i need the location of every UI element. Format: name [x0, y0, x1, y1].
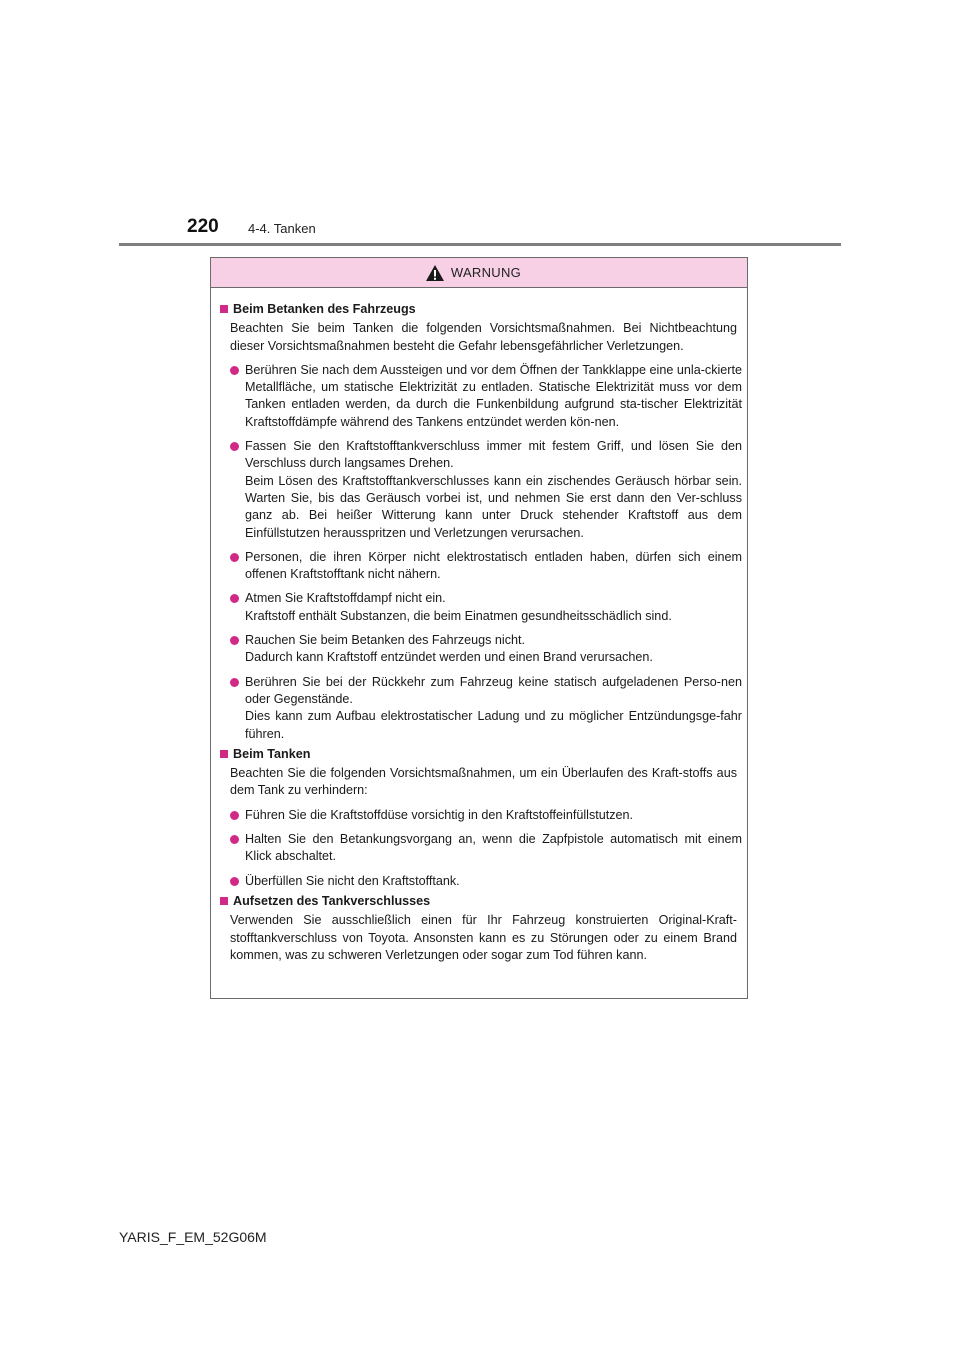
bullet-paragraph: Rauchen Sie beim Betanken des Fahrzeugs nicht. — [245, 633, 526, 648]
footer-code: YARIS_F_EM_52G06M — [119, 1229, 267, 1245]
bullet-text — [245, 362, 742, 431]
bullet-item — [230, 831, 742, 866]
bullet-paragraph: Berühren Sie bei der Rückkehr zum Fahrzeug keine statisch aufgeladenen Perso-nen oder Gegenstände. — [245, 674, 742, 706]
warning-label: WARNUNG — [450, 265, 522, 280]
bullet-paragraph: Beim Lösen des Kraftstofftankverschlusses kann ein zischendes Geräusch hörbar sein. Warten Sie, bis das Geräusch vorbei ist, und nehmen Sie erst dann den Ver-schluss ganz ab. Bei heißer Witterung kann unter Druck stehender Kraftstoff aus dem Einfüllstutzen herausspritzen und Verletzungen verursachen. — [245, 473, 742, 540]
warning-triangle-icon — [425, 264, 445, 282]
section-paragraph: Beachten Sie beim Tanken die folgenden Vorsichtsmaßnahmen. Bei Nichtbeachtung dieser Vorsichtsmaßnahmen besteht die Gefahr lebensgefährlicher Verletzungen. — [230, 321, 737, 353]
bullet-text — [245, 807, 742, 824]
section-paragraph: Beachten Sie die folgenden Vorsichtsmaßnahmen, um ein Überlaufen des Kraft-stoffs aus dem Tank zu verhindern: — [230, 766, 737, 798]
bullet-paragraph: Kraftstoff enthält Substanzen, die beim Einatmen gesundheitsschädlich sind. — [245, 608, 672, 623]
bullet-paragraph: Berühren Sie nach dem Aussteigen und vor dem Öffnen der Tankklappe eine unla-ckierte Metallfläche, um statische Elektrizität zu entladen. Statische Elektrizität muss vor dem Tanken entladen werden, da durch die Funkenbildung aufgrund sta-tischer Elektrizität Kraftstoffdämpfe während des Tankens entzündet werden kön-nen. — [245, 362, 742, 429]
bullet-item — [230, 807, 742, 824]
square-bullet-icon — [220, 897, 228, 905]
bullet-paragraph: Führen Sie die Kraftstoffdüse vorsichtig in den Kraftstoffeinfüllstutzen. — [245, 807, 634, 822]
round-bullet-icon — [230, 442, 239, 451]
section-heading-text: Aufsetzen des Tankverschlusses — [233, 893, 431, 908]
header-rule — [119, 243, 841, 246]
bullet-item — [230, 674, 742, 743]
bullet-item — [230, 438, 742, 542]
round-bullet-icon — [230, 877, 239, 886]
bullet-paragraph: Dies kann zum Aufbau elektrostatischer Ladung und zu möglicher Entzündungsge-fahr führen. — [245, 709, 742, 741]
bullet-item — [230, 590, 742, 625]
section-heading — [218, 301, 742, 318]
section-title: 4-4. Tanken — [248, 221, 316, 236]
round-bullet-icon — [230, 811, 239, 820]
round-bullet-icon — [230, 835, 239, 844]
square-bullet-icon — [220, 305, 228, 313]
round-bullet-icon — [230, 678, 239, 687]
page-number: 220 — [187, 216, 219, 237]
square-bullet-icon — [220, 750, 228, 758]
bullet-paragraph: Halten Sie den Betankungsvorgang an, wenn die Zapfpistole automatisch mit einem Klick abschaltet. — [245, 832, 742, 864]
bullet-item — [230, 549, 742, 584]
bullet-text — [245, 590, 742, 625]
round-bullet-icon — [230, 636, 239, 645]
round-bullet-icon — [230, 553, 239, 562]
warning-header — [211, 258, 747, 288]
warning-box — [210, 257, 748, 999]
round-bullet-icon — [230, 594, 239, 603]
bullet-text — [245, 549, 742, 584]
bullet-paragraph: Dadurch kann Kraftstoff entzündet werden und einen Brand verursachen. — [245, 650, 653, 665]
bullet-item — [230, 873, 742, 890]
bullet-text — [245, 632, 742, 667]
section-heading — [218, 893, 742, 910]
bullet-paragraph: Personen, die ihren Körper nicht elektrostatisch entladen haben, dürfen sich einem offenen Kraftstofftank nicht nähern. — [245, 549, 742, 582]
section-heading-text: Beim Tanken — [233, 746, 311, 761]
bullet-text — [245, 873, 742, 890]
section-heading — [218, 746, 742, 763]
section-heading-text: Beim Betanken des Fahrzeugs — [233, 302, 416, 316]
bullet-item — [230, 632, 742, 667]
round-bullet-icon — [230, 366, 239, 375]
bullet-text — [245, 438, 742, 542]
bullet-item — [230, 362, 742, 431]
bullet-paragraph: Fassen Sie den Kraftstofftankverschluss immer mit festem Griff, und lösen Sie den Verschluss durch langsames Drehen. — [245, 439, 742, 471]
bullet-paragraph: Atmen Sie Kraftstoffdampf nicht ein. — [245, 591, 446, 606]
bullet-text — [245, 831, 742, 866]
bullet-text — [245, 674, 742, 743]
bullet-paragraph: Überfüllen Sie nicht den Kraftstofftank. — [245, 873, 460, 888]
section-paragraph: Verwenden Sie ausschließlich einen für Ihr Fahrzeug konstruierten Original-Kraft-stofftankverschluss von Toyota. Ansonsten kann es zu Störungen oder zu einem Brand kommen, was zu schweren Verletzungen oder sogar zum Tod führen kann. — [230, 913, 737, 962]
warning-body — [211, 288, 747, 964]
